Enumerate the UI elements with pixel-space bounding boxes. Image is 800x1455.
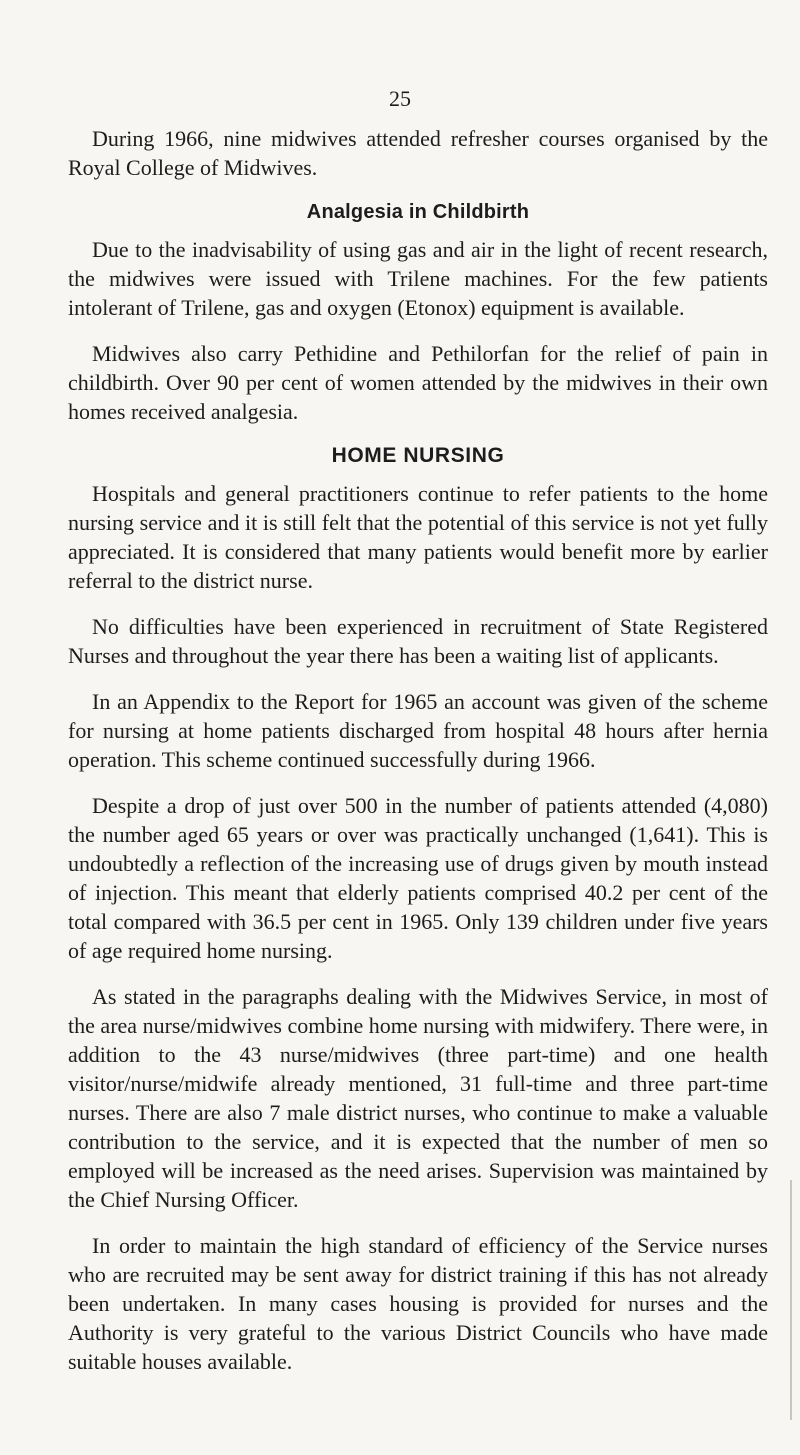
paragraph-pethidine: Midwives also carry Pethidine and Pethilorfan for the relief of pain in childbirth. Over 90 per cent of women attended by the midwives in their own homes received analgesia.: [68, 341, 768, 424]
paragraph-trilene-machines: Due to the inadvisability of using gas and air in the light of recent research, the midwives were issued with Trilene machines. For the few patients intolerant of Trilene, gas and oxygen (Etonox) equipment is available.: [68, 237, 768, 320]
paragraph-refresher-courses: During 1966, nine midwives attended refresher courses organised by the Royal College of Midwives.: [68, 126, 768, 180]
paragraph-referrals: Hospitals and general practitioners continue to refer patients to the home nursing service and it is still felt that the potential of this service is not yet fully appreciated. It is considered that many patients would benefit more by earlier referral to the district nurse.: [68, 481, 768, 593]
paragraph-district-training: In order to maintain the high standard of efficiency of the Service nurses who are recruited may be sent away for district training if this has not already been undertaken. In many cases housing is provided for nurses and the Authority is very grateful to the various District Councils who have made suitable houses available.: [68, 1233, 768, 1374]
paragraph-hernia-scheme: In an Appendix to the Report for 1965 an account was given of the scheme for nursing at home patients discharged from hospital 48 hours after hernia operation. This scheme continued successfully during 1966.: [68, 689, 768, 772]
paragraph-nurse-midwives: As stated in the paragraphs dealing with the Midwives Service, in most of the area nurse/midwives combine home nursing with midwifery. There were, in addition to the 43 nurse/midwives (three part-time) and one health visitor/nurse/midwife already mentioned, 31 full-time and three part-time nurses. There are also 7 male district nurses, who continue to make a valuable contribution to the service, and it is expected that the number of men so employed will be increased as the need arises. Supervision was maintained by the Chief Nursing Officer.: [68, 984, 768, 1212]
heading-home-nursing: HOME NURSING: [331, 444, 505, 467]
paragraph-recruitment: No difficulties have been experienced in recruitment of State Registered Nurses and throughout the year there has been a waiting list of applicants.: [68, 614, 768, 668]
page-edge-shadow: [790, 1180, 792, 1420]
paragraph-patient-statistics: Despite a drop of just over 500 in the number of patients attended (4,080) the number aged 65 years or over was practically unchanged (1,641). This is undoubtedly a reflection of the increasing use of drugs given by mouth instead of injection. This meant that elderly patients comprised 40.2 per cent of the total compared with 36.5 per cent in 1965. Only 139 children under five years of age required home nursing.: [68, 793, 768, 963]
heading-analgesia-in-childbirth: Analgesia in Childbirth: [306, 201, 530, 223]
document-body: [68, 124, 768, 1393]
page-number: 25: [389, 86, 411, 111]
